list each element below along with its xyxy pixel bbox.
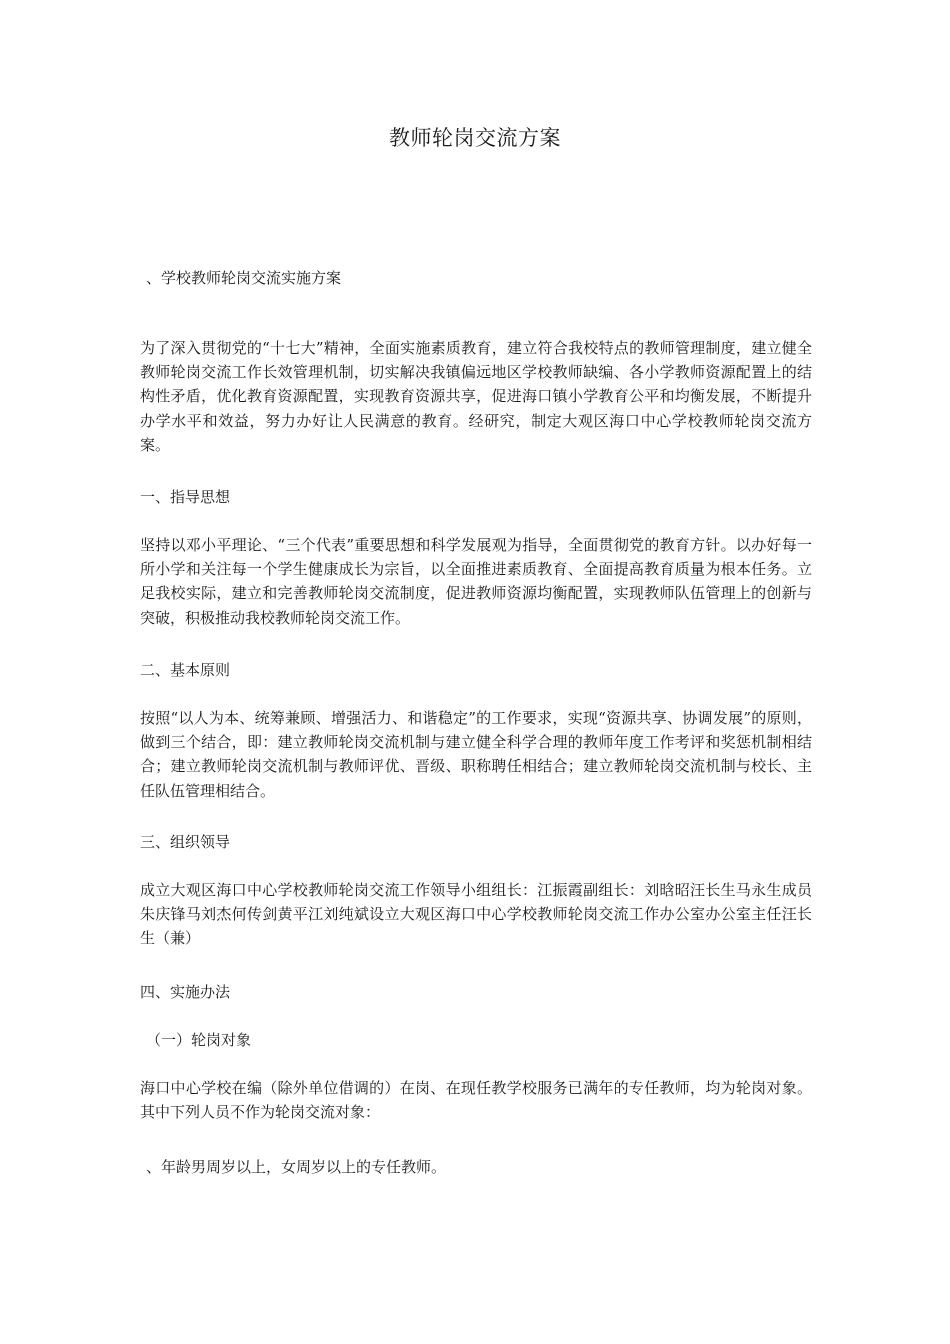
- section-4-heading: 四、实施办法: [140, 983, 231, 1001]
- section-4-subheading: （一）轮岗对象: [146, 1031, 252, 1049]
- section-4-sub-body: 海口中心学校在编（除外单位借调的）在岗、在现任教学校服务已满年的专任教师，均为轮岗对象。其中下列人员不作为轮岗交流对象：: [140, 1079, 812, 1122]
- intro-heading: 、学校教师轮岗交流实施方案: [146, 269, 342, 287]
- section-3-heading: 三、组织领导: [140, 833, 231, 851]
- section-2-heading: 二、基本原则: [140, 661, 231, 679]
- intro-paragraph: 为了深入贯彻党的“十七大”精神，全面实施素质教育，建立符合我校特点的教师管理制度，建立健全教师轮岗交流工作长效管理机制，切实解决我镇偏远地区学校教师缺编、各小学教师资源配置上的结构性矛盾，优化教育资源配置，实现教育资源共享，促进海口镇小学教育公平和均衡发展，不断提升办学水平和效益，努力办好让人民满意的教育。经研究，制定大观区海口中心学校教师轮岗交流方案。: [140, 339, 812, 454]
- section-4-list-item: 、年龄男周岁以上，女周岁以上的专任教师。: [146, 1158, 447, 1176]
- section-1-body: 坚持以邓小平理论、“三个代表”重要思想和科学发展观为指导，全面贯彻党的教育方针。以办好每一所小学和关注每一个学生健康成长为宗旨，以全面推进素质教育、全面提高教育质量为根本任务。立足我校实际，建立和完善教师轮岗交流制度，促进教师资源均衡配置，实现教师队伍管理上的创新与突破，积极推动我校教师轮岗交流工作。: [140, 536, 812, 627]
- section-2-body: 按照“以人为本、统筹兼顾、增强活力、和谐稳定”的工作要求，实现“资源共享、协调发展”的原则，做到三个结合，即：建立教师轮岗交流机制与建立健全科学合理的教师年度工作考评和奖惩机制相结合；建立教师轮岗交流机制与教师评优、晋级、职称聘任相结合；建立教师轮岗交流机制与校长、主任队伍管理相结合。: [140, 709, 812, 800]
- section-3-body: 成立大观区海口中心学校教师轮岗交流工作领导小组组长：江振霞副组长：刘晗昭汪长生马永生成员朱庆锋马刘杰何传剑黄平江刘纯斌设立大观区海口中心学校教师轮岗交流工作办公室办公室主任汪长生（兼）: [140, 881, 812, 948]
- document-title: 教师轮岗交流方案: [389, 126, 561, 150]
- section-1-heading: 一、指导思想: [140, 488, 231, 506]
